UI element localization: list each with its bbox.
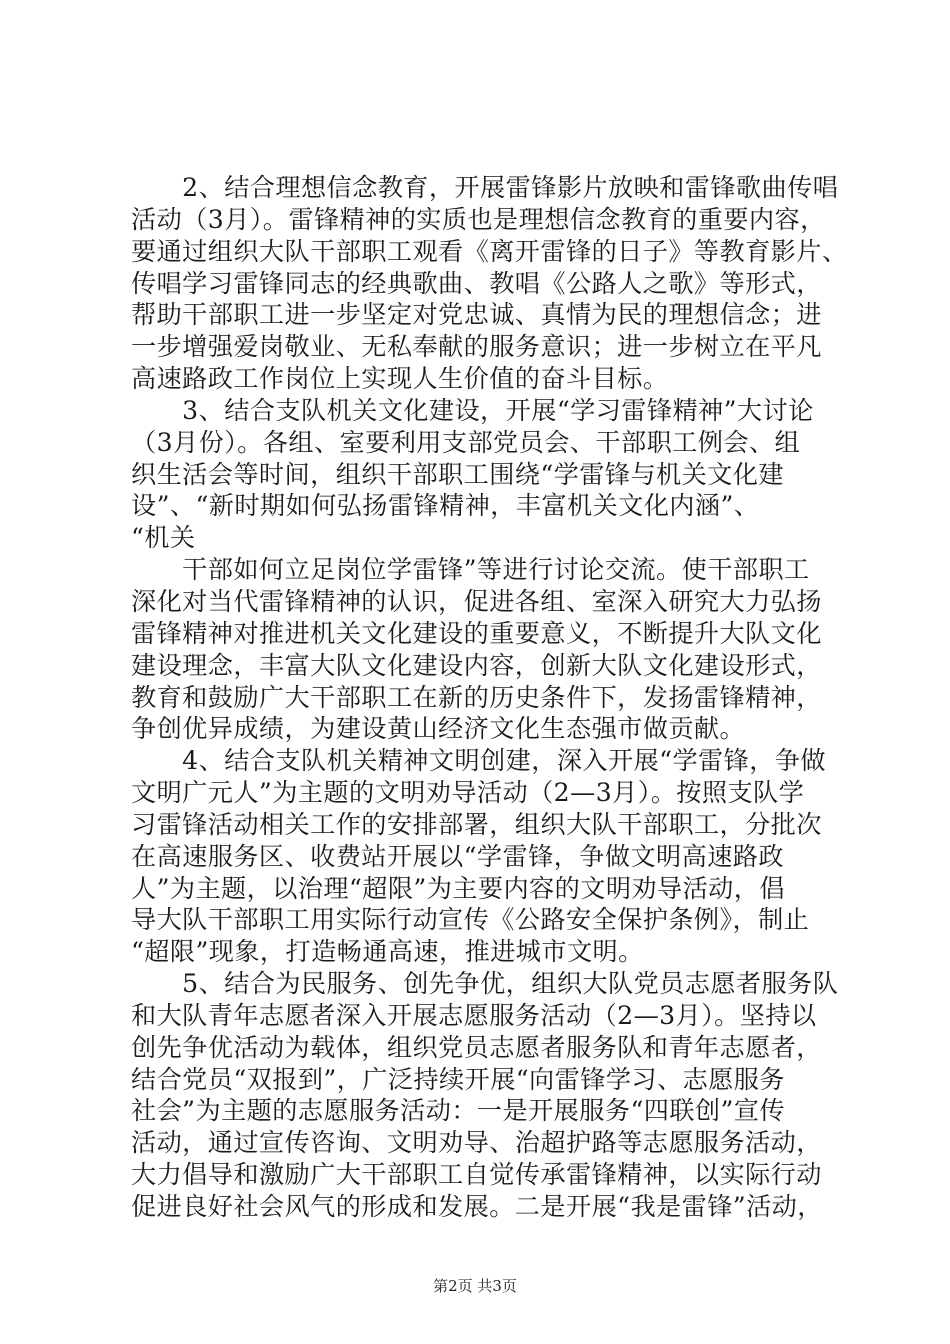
text-line: 社会”为主题的志愿服务活动：一是开展服务“四联创”宣传 [131, 1096, 785, 1126]
text-line: 人”为主题，以治理“超限”为主要内容的文明劝导活动，倡 [131, 873, 785, 903]
text-line: 促进良好社会风气的形成和发展。二是开展“我是雷锋”活动， [131, 1192, 823, 1221]
text-line: “机关 [131, 523, 196, 553]
text-line: 5、结合为民服务、创先争优，组织大队党员志愿者服务队 [131, 969, 839, 999]
page-footer: 第2页 共3页 [433, 1277, 517, 1295]
text-line: 雷锋精神对推进机关文化建设的重要意义，不断提升大队文化 [131, 618, 822, 648]
text-line: 习雷锋活动相关工作的安排部署，组织大队干部职工，分批次 [131, 809, 822, 839]
text-line: 高速路政工作岗位上实现人生价值的奋斗目标。 [131, 364, 669, 394]
text-line: （3月份）。各组、室要利用支部党员会、干部职工例会、组 [131, 427, 801, 457]
text-line: 4、结合支队机关精神文明创建，深入开展“学雷锋，争做 [131, 746, 826, 776]
text-line: 活动，通过宣传咨询、文明劝导、治超护路等志愿服务活动， [131, 1128, 822, 1158]
text-line: 教育和鼓励广大干部职工在新的历史条件下，发扬雷锋精神， [131, 682, 822, 712]
text-line: 2、结合理想信念教育，开展雷锋影片放映和雷锋歌曲传唱 [131, 173, 839, 202]
text-line: 3、结合支队机关文化建设，开展“学习雷锋精神”大讨论 [131, 395, 814, 425]
text-line: 传唱学习雷锋同志的经典歌曲、教唱《公路人之歌》等形式， [131, 268, 822, 298]
text-line: 建设理念，丰富大队文化建设内容，创新大队文化建设形式， [131, 650, 822, 680]
text-line: 活动（3月）。雷锋精神的实质也是理想信念教育的重要内容， [131, 204, 826, 234]
text-line: 设”、“新时期如何弘扬雷锋精神，丰富机关文化内涵”、 [131, 491, 760, 521]
text-line: 在高速服务区、收费站开展以“学雷锋，争做文明高速路政 [131, 841, 784, 871]
text-line: 深化对当代雷锋精神的认识，促进各组、室深入研究大力弘扬 [131, 586, 822, 616]
document-body [131, 172, 848, 1223]
text-line: 干部如何立足岗位学雷锋”等进行讨论交流。使干部职工 [131, 555, 810, 585]
text-line: 导大队干部职工用实际行动宣传《公路安全保护条例》，制止 [131, 905, 810, 935]
text-line: 创先争优活动为载体，组织党员志愿者服务队和青年志愿者， [131, 1032, 822, 1062]
text-line: 大力倡导和激励广大干部职工自觉传承雷锋精神，以实际行动 [131, 1160, 822, 1190]
text-line: 织生活会等时间，组织干部职工围绕“学雷锋与机关文化建 [131, 459, 784, 489]
text-line: 文明广元人”为主题的文明劝导活动（2—3月）。按照支队学 [131, 778, 805, 808]
text-line: 和大队青年志愿者深入开展志愿服务活动（2—3月）。坚持以 [131, 1000, 817, 1030]
text-line: 帮助干部职工进一步坚定对党忠诚、真情为民的理想信念；进 [131, 300, 822, 330]
text-line: 争创优异成绩，为建设黄山经济文化生态强市做贡献。 [131, 714, 746, 744]
text-line: 要通过组织大队干部职工观看《离开雷锋的日子》等教育影片、 [131, 236, 848, 266]
text-line: 结合党员“双报到”，广泛持续开展“向雷锋学习、志愿服务 [131, 1064, 785, 1094]
text-line: “超限”现象，打造畅通高速，推进城市文明。 [131, 937, 644, 967]
text-line: 一步增强爱岗敬业、无私奉献的服务意识；进一步树立在平凡 [131, 332, 822, 362]
